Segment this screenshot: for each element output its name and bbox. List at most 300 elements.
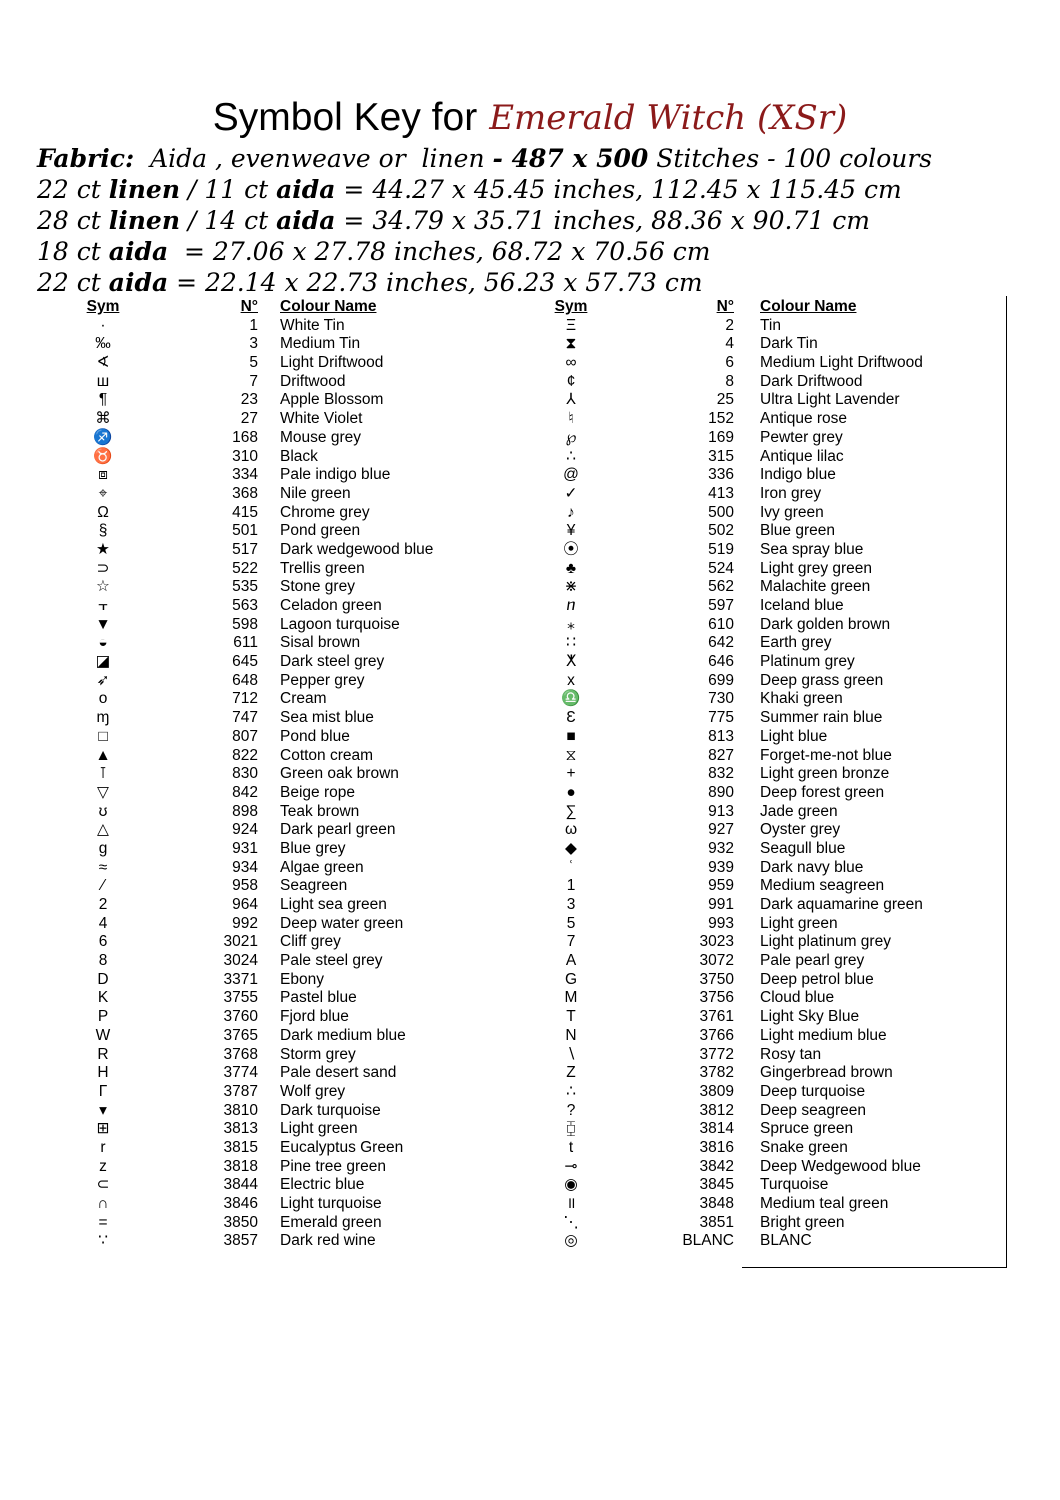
table-row xyxy=(80,709,480,728)
symbol-cell: ʿ xyxy=(568,858,574,876)
table-row xyxy=(80,522,480,541)
colour-name-cell: Lagoon turquoise xyxy=(280,615,400,633)
symbol-cell: g xyxy=(98,839,108,857)
colour-name-cell: Dark Tin xyxy=(760,335,818,353)
table-row xyxy=(548,429,998,448)
symbol-cell: ⊺ xyxy=(98,765,108,783)
spec-text: 18 ct xyxy=(37,237,109,266)
number-cell: 522 xyxy=(232,559,258,577)
table-row xyxy=(548,1139,998,1158)
number-cell: 645 xyxy=(232,653,258,671)
spec-emphasis: aida xyxy=(108,237,169,266)
symbol-cell: ⫟ xyxy=(98,597,108,614)
table-row xyxy=(548,373,998,392)
symbol-cell: T xyxy=(566,1008,576,1026)
symbol-cell: M xyxy=(564,989,578,1007)
header-colour-name: Colour Name xyxy=(280,298,377,315)
table-row xyxy=(548,354,998,373)
spec-text: 28 ct xyxy=(37,206,109,235)
table-row xyxy=(80,690,480,709)
symbol-cell: ¢ xyxy=(566,372,576,390)
symbol-cell: R xyxy=(97,1045,109,1063)
symbol-cell: x xyxy=(567,671,575,689)
table-row xyxy=(80,1008,480,1027)
colour-name-cell: Dark steel grey xyxy=(280,653,385,671)
symbol-cell: ¶ xyxy=(98,391,108,409)
spec-text: 22 ct xyxy=(37,175,109,204)
colour-name-cell: Mouse grey xyxy=(280,428,361,446)
spec-line xyxy=(37,205,1037,236)
number-cell: 924 xyxy=(232,821,258,839)
number-cell: 611 xyxy=(233,634,258,652)
number-cell: 368 xyxy=(232,484,258,502)
colour-name-cell: Driftwood xyxy=(280,372,346,390)
table-row xyxy=(548,448,998,467)
number-cell: 959 xyxy=(708,877,734,895)
number-cell: 563 xyxy=(232,597,258,614)
colour-name-cell: Light Sky Blue xyxy=(760,1008,860,1026)
number-cell: 822 xyxy=(232,746,258,764)
symbol-cell: ⋱ xyxy=(563,1213,579,1231)
number-cell: 712 xyxy=(232,690,258,708)
number-cell: 517 xyxy=(232,540,258,558)
colour-name-cell: Light platinum grey xyxy=(760,933,891,951)
number-cell: 3774 xyxy=(223,1064,258,1082)
number-cell: 964 xyxy=(232,896,258,913)
table-row xyxy=(548,410,998,429)
symbol-cell: ⊞ xyxy=(96,1120,110,1138)
number-cell: 3813 xyxy=(223,1120,258,1138)
colour-name-cell: Deep Wedgewood blue xyxy=(760,1157,921,1175)
table-header xyxy=(80,298,480,317)
number-cell: 3756 xyxy=(699,989,734,1007)
symbol-cell: ⧖ xyxy=(565,746,577,764)
spec-text: 22 ct xyxy=(37,268,109,297)
colour-name-cell: Light grey green xyxy=(760,559,873,577)
colour-name-cell: Nile green xyxy=(280,484,351,502)
colour-name-cell: Pale pearl grey xyxy=(760,952,865,970)
symbol-cell: ʊ xyxy=(98,802,108,820)
number-cell: 3755 xyxy=(223,989,258,1007)
symbol-cell: ◆ xyxy=(565,839,577,857)
number-cell: 991 xyxy=(708,896,734,913)
table-row xyxy=(80,597,480,616)
number-cell: 642 xyxy=(708,634,734,652)
number-cell: 813 xyxy=(708,727,734,745)
table-row xyxy=(548,803,998,822)
symbol-cell: ⋇ xyxy=(564,578,578,596)
spec-emphasis: linen xyxy=(108,206,181,235)
number-cell: 597 xyxy=(708,597,734,614)
number-cell: 898 xyxy=(232,802,258,820)
colour-name-cell: Forget-me-not blue xyxy=(760,746,892,764)
table-row xyxy=(80,1232,480,1251)
table-row xyxy=(80,896,480,915)
spec-text: / 14 ct xyxy=(180,206,277,235)
colour-name-cell: Deep forest green xyxy=(760,783,885,801)
symbol-cell: Ξ xyxy=(565,316,577,334)
table-row xyxy=(80,915,480,934)
colour-name-cell: Bright green xyxy=(760,1213,845,1231)
symbol-cell: ☆ xyxy=(96,578,110,596)
table-row xyxy=(80,391,480,410)
table-row xyxy=(80,448,480,467)
number-cell: 807 xyxy=(232,727,258,745)
number-cell: 6 xyxy=(725,354,734,372)
number-cell: 730 xyxy=(708,690,734,708)
symbol-cell: Z xyxy=(566,1064,576,1082)
colour-name-cell: Antique rose xyxy=(760,410,848,428)
number-cell: 646 xyxy=(708,653,734,671)
colour-name-cell: Sea spray blue xyxy=(760,540,864,558)
colour-name-cell: Medium Light Driftwood xyxy=(760,354,923,372)
symbol-cell: ℘ xyxy=(565,428,577,446)
number-cell: 3814 xyxy=(699,1120,734,1138)
symbol-cell: ∴ xyxy=(566,1082,576,1100)
number-cell: 3787 xyxy=(223,1082,258,1100)
pattern-name: Emerald Witch (XSr) xyxy=(489,98,848,138)
number-cell: 3848 xyxy=(699,1195,734,1212)
number-cell: 1 xyxy=(249,316,258,334)
symbol-cell: 5 xyxy=(566,914,576,932)
colour-name-cell: Oyster grey xyxy=(760,821,841,839)
colour-name-cell: Light turquoise xyxy=(280,1195,382,1212)
rows-right xyxy=(548,317,998,1251)
number-cell: 502 xyxy=(708,522,734,540)
number-cell: 500 xyxy=(708,503,734,521)
table-row xyxy=(80,560,480,579)
symbol-cell: ⌖ xyxy=(98,484,108,502)
table-header xyxy=(548,298,998,317)
table-row xyxy=(548,485,998,504)
header-number: N° xyxy=(240,298,258,315)
symbol-cell: z xyxy=(99,1157,107,1175)
table-row xyxy=(80,1158,480,1177)
symbol-cell: ∞ xyxy=(565,354,577,372)
symbol-table-left xyxy=(80,298,480,1251)
number-cell: 310 xyxy=(232,447,258,465)
symbol-cell: o xyxy=(98,690,108,708)
number-cell: 415 xyxy=(232,503,258,521)
symbol-cell: △ xyxy=(97,821,109,839)
spec-emphasis: aida xyxy=(108,268,169,297)
colour-name-cell: Light blue xyxy=(760,727,828,745)
number-cell: 931 xyxy=(232,839,258,857)
number-cell: 3765 xyxy=(223,1026,258,1044)
colour-name-cell: Light green xyxy=(280,1120,358,1138)
symbol-cell: + xyxy=(566,765,576,783)
table-row xyxy=(548,1120,998,1139)
table-row xyxy=(80,1139,480,1158)
colour-name-cell: Cotton cream xyxy=(280,746,374,764)
number-cell: 169 xyxy=(708,428,734,446)
symbol-cell: ⌘ xyxy=(95,410,111,428)
table-row xyxy=(80,504,480,523)
table-row xyxy=(80,1176,480,1195)
colour-name-cell: Dark red wine xyxy=(280,1232,376,1250)
number-cell: 827 xyxy=(708,746,734,764)
colour-name-cell: Tin xyxy=(760,316,781,334)
symbol-cell: ⧮ xyxy=(566,1120,576,1138)
number-cell: 524 xyxy=(708,559,734,577)
symbol-cell: ‰ xyxy=(95,335,111,353)
colour-name-cell: Pond green xyxy=(280,522,361,540)
table-row xyxy=(548,821,998,840)
colour-name-cell: Iceland blue xyxy=(760,597,844,614)
number-cell: 4 xyxy=(725,335,734,353)
header-sym: Sym xyxy=(554,298,588,315)
colour-name-cell: Pale desert sand xyxy=(280,1064,397,1082)
table-row xyxy=(80,317,480,336)
number-cell: 3850 xyxy=(223,1213,258,1231)
symbol-cell: ⊸ xyxy=(564,1157,578,1175)
symbol-cell: ॥ xyxy=(566,1195,576,1212)
colour-name-cell: Pine tree green xyxy=(280,1157,386,1175)
table-row xyxy=(548,1027,998,1046)
colour-name-cell: Light green xyxy=(760,914,838,932)
table-row xyxy=(80,952,480,971)
table-row xyxy=(548,522,998,541)
number-cell: 939 xyxy=(708,858,734,876)
rows-left xyxy=(80,317,480,1251)
table-row xyxy=(548,1214,998,1233)
spec-text: = 34.79 x 35.71 inches, 88.36 x 90.71 cm xyxy=(335,206,870,235)
colour-name-cell: Electric blue xyxy=(280,1176,365,1194)
symbol-cell: ➶ xyxy=(96,671,110,689)
table-row xyxy=(548,728,998,747)
symbol-cell: P xyxy=(97,1008,109,1026)
colour-name-cell: Dark navy blue xyxy=(760,858,864,876)
table-row xyxy=(548,690,998,709)
colour-name-cell: Summer rain blue xyxy=(760,709,883,727)
colour-name-cell: Apple Blossom xyxy=(280,391,384,409)
number-cell: 3766 xyxy=(699,1026,734,1044)
table-row xyxy=(548,560,998,579)
colour-name-cell: Deep grass green xyxy=(760,671,884,689)
table-row xyxy=(548,840,998,859)
symbol-cell: □ xyxy=(98,727,108,745)
symbol-cell: 8 xyxy=(98,952,108,970)
number-cell: 775 xyxy=(708,709,734,727)
table-row xyxy=(548,504,998,523)
colour-name-cell: Dark aquamarine green xyxy=(760,896,923,913)
spec-text: = 27.06 x 27.78 inches, 68.72 x 70.56 cm xyxy=(168,237,711,266)
table-row xyxy=(548,952,998,971)
table-row xyxy=(80,971,480,990)
symbol-cell: ♉ xyxy=(93,447,113,465)
number-cell: 3761 xyxy=(699,1008,734,1026)
symbol-cell: ⊃ xyxy=(96,559,110,577)
colour-name-cell: Deep petrol blue xyxy=(760,970,874,988)
symbol-cell: ◎ xyxy=(564,1232,578,1250)
colour-name-cell: Seagull blue xyxy=(760,839,846,857)
title-prefix: Symbol Key for xyxy=(212,96,478,139)
table-row xyxy=(80,429,480,448)
symbol-cell: 1 xyxy=(566,877,576,895)
spec-emphasis: aida xyxy=(276,175,336,204)
colour-name-cell: Medium Tin xyxy=(280,335,361,353)
table-row xyxy=(548,597,998,616)
table-row xyxy=(548,989,998,1008)
number-cell: 3023 xyxy=(699,933,734,951)
table-row xyxy=(80,335,480,354)
table-row xyxy=(80,859,480,878)
symbol-cell: r xyxy=(100,1138,106,1156)
table-row xyxy=(80,989,480,1008)
colour-name-cell: Ebony xyxy=(280,970,324,988)
symbol-cell: ◪ xyxy=(95,653,111,671)
number-cell: 3782 xyxy=(699,1064,734,1082)
spec-line xyxy=(37,236,1037,267)
symbol-cell: @ xyxy=(563,466,579,484)
colour-name-cell: Trellis green xyxy=(280,559,365,577)
symbol-cell: ⦿ xyxy=(563,540,579,558)
colour-name-cell: Green oak brown xyxy=(280,765,399,783)
table-row xyxy=(548,896,998,915)
table-row xyxy=(80,877,480,896)
number-cell: 3809 xyxy=(699,1082,734,1100)
number-cell: 3857 xyxy=(223,1232,258,1250)
colour-name-cell: Dark wedgewood blue xyxy=(280,540,434,558)
table-row xyxy=(80,1064,480,1083)
table-row xyxy=(80,933,480,952)
colour-name-cell: Cloud blue xyxy=(760,989,835,1007)
table-row xyxy=(80,821,480,840)
colour-name-cell: Jade green xyxy=(760,802,838,820)
symbol-cell: ⴖ xyxy=(566,597,576,614)
table-row xyxy=(548,784,998,803)
colour-name-cell: Storm grey xyxy=(280,1045,356,1063)
symbol-cell: ★ xyxy=(96,540,110,558)
table-row xyxy=(548,877,998,896)
colour-name-cell: Deep turquoise xyxy=(760,1082,866,1100)
spec-emphasis: Fabric: xyxy=(37,144,135,173)
colour-name-cell: Dark pearl green xyxy=(280,821,396,839)
number-cell: 927 xyxy=(708,821,734,839)
colour-name-cell: Ultra Light Lavender xyxy=(760,391,900,409)
number-cell: 3024 xyxy=(223,952,258,970)
table-border-bottom xyxy=(742,1267,1007,1268)
symbol-cell: ⁎ xyxy=(567,615,575,633)
number-cell: 27 xyxy=(240,410,258,428)
number-cell: 315 xyxy=(708,447,734,465)
symbol-cell: § xyxy=(98,522,108,540)
colour-name-cell: Cliff grey xyxy=(280,933,341,951)
symbol-cell: = xyxy=(98,1213,108,1231)
colour-name-cell: Black xyxy=(280,447,318,465)
spec-line xyxy=(37,267,1037,298)
colour-name-cell: Antique lilac xyxy=(760,447,844,465)
table-row xyxy=(80,578,480,597)
colour-name-cell: Sea mist blue xyxy=(280,709,374,727)
number-cell: 3072 xyxy=(699,952,734,970)
number-cell: 3371 xyxy=(223,970,258,988)
number-cell: 747 xyxy=(232,709,258,727)
colour-name-cell: Dark golden brown xyxy=(760,615,891,633)
table-row xyxy=(80,728,480,747)
number-cell: 519 xyxy=(708,540,734,558)
number-cell: 3021 xyxy=(223,933,258,951)
colour-name-cell: Fjord blue xyxy=(280,1008,349,1026)
number-cell: 3810 xyxy=(223,1101,258,1119)
colour-name-cell: Pond blue xyxy=(280,727,350,745)
symbol-cell: ∴ xyxy=(566,447,576,465)
table-row xyxy=(548,1158,998,1177)
symbol-cell: ♎ xyxy=(561,690,581,708)
symbol-cell: ⧈ xyxy=(98,466,108,484)
symbol-cell: ▽ xyxy=(97,783,109,801)
symbol-cell: ♣ xyxy=(565,559,577,577)
colour-name-cell: Cream xyxy=(280,690,327,708)
spec-emphasis: aida xyxy=(276,206,336,235)
table-row xyxy=(80,634,480,653)
colour-name-cell: Seagreen xyxy=(280,877,348,895)
header-number: N° xyxy=(716,298,734,315)
colour-name-cell: Wolf grey xyxy=(280,1082,346,1100)
colour-name-cell: BLANC xyxy=(760,1232,812,1250)
symbol-cell: N xyxy=(565,1026,577,1044)
colour-name-cell: White Violet xyxy=(280,410,363,428)
symbol-cell: ? xyxy=(566,1101,576,1119)
colour-name-cell: Sisal brown xyxy=(280,634,361,652)
number-cell: 3842 xyxy=(699,1157,734,1175)
symbol-cell: G xyxy=(564,970,578,988)
colour-name-cell: Light sea green xyxy=(280,896,387,913)
symbol-cell: t xyxy=(568,1138,574,1156)
table-row xyxy=(80,616,480,635)
symbol-cell: ♪ xyxy=(567,503,575,521)
number-cell: 913 xyxy=(708,802,734,820)
table-row xyxy=(80,485,480,504)
table-border-right xyxy=(1006,296,1007,1268)
number-cell: 993 xyxy=(708,914,734,932)
colour-name-cell: Medium teal green xyxy=(760,1195,889,1212)
symbol-cell: Ɛ xyxy=(566,709,576,727)
table-row xyxy=(80,1214,480,1233)
number-cell: 3846 xyxy=(223,1195,258,1212)
spec-text: = 44.27 x 45.45 inches, 112.45 x 115.45 cm xyxy=(335,175,902,204)
table-row xyxy=(548,1064,998,1083)
table-row xyxy=(80,840,480,859)
table-row xyxy=(80,1195,480,1214)
symbol-cell: ✓ xyxy=(564,484,578,502)
table-row xyxy=(548,578,998,597)
number-cell: 413 xyxy=(708,484,734,502)
number-cell: 2 xyxy=(725,316,734,334)
spec-line xyxy=(37,174,1037,205)
number-cell: 3 xyxy=(249,335,258,353)
spec-text: Stitches - 100 colours xyxy=(648,144,933,173)
table-row xyxy=(548,466,998,485)
number-cell: 992 xyxy=(232,914,258,932)
table-row xyxy=(80,1027,480,1046)
colour-name-cell: Dark Driftwood xyxy=(760,372,863,390)
table-row xyxy=(80,803,480,822)
symbol-cell: ▼ xyxy=(95,615,111,633)
colour-name-cell: Turquoise xyxy=(760,1176,829,1194)
colour-name-cell: Light green bronze xyxy=(760,765,890,783)
colour-name-cell: Emerald green xyxy=(280,1213,382,1231)
colour-name-cell: Pale steel grey xyxy=(280,952,383,970)
number-cell: 699 xyxy=(708,671,734,689)
number-cell: 501 xyxy=(232,522,258,540)
symbol-cell: 2 xyxy=(98,896,108,913)
table-row xyxy=(80,354,480,373)
table-row xyxy=(80,410,480,429)
colour-name-cell: Chrome grey xyxy=(280,503,370,521)
table-row xyxy=(80,466,480,485)
symbol-cell: ⊂ xyxy=(96,1176,110,1194)
